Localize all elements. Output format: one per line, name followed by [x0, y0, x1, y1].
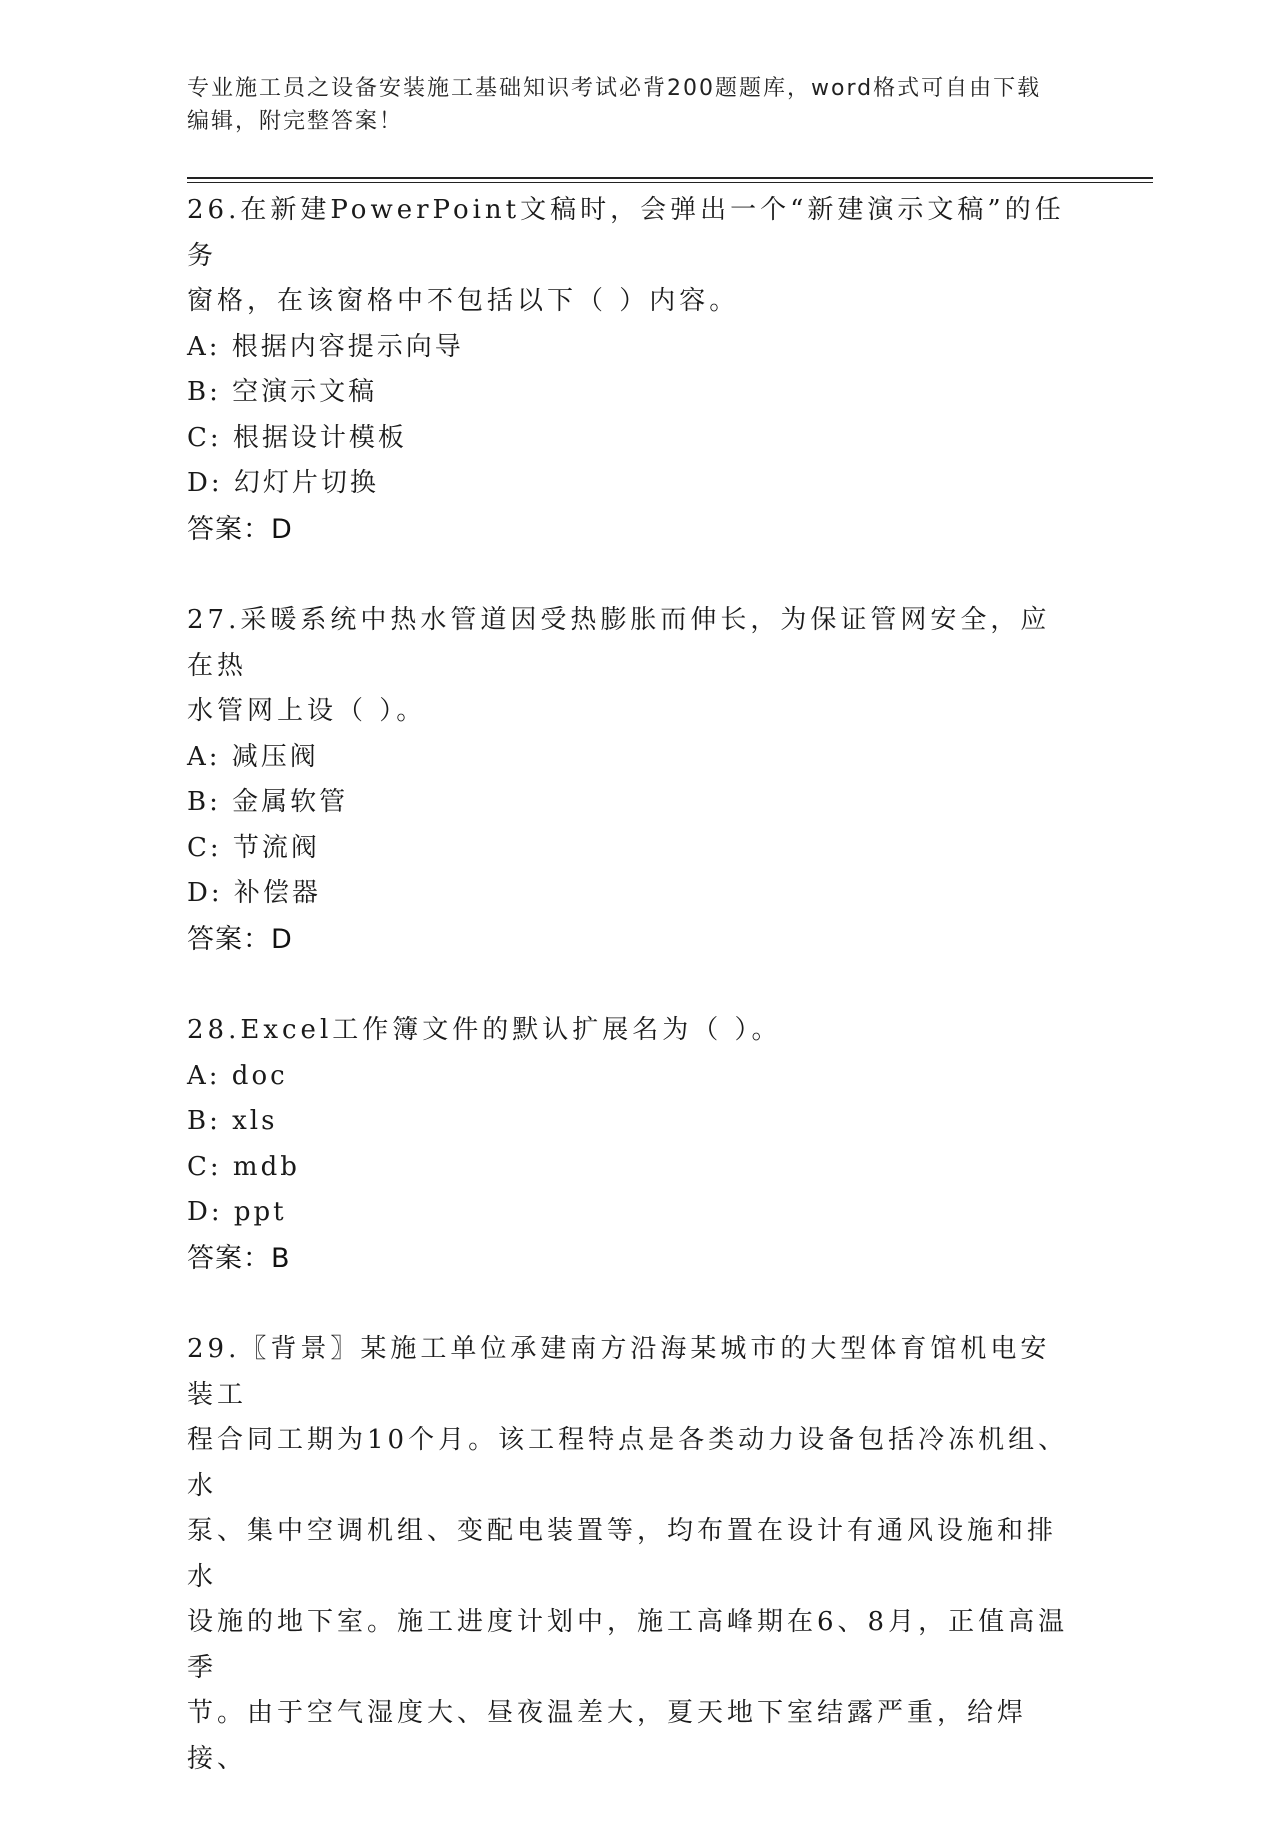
- header-line-1: 专业施工员之设备安装施工基础知识考试必背200题题库，word格式可自由下载: [187, 76, 1042, 101]
- question-text-line: 水管网上设（ ）。: [187, 696, 427, 726]
- option-b: B: 空演示文稿: [187, 377, 378, 407]
- option-c: C: 节流阀: [187, 832, 320, 863]
- question-text-line: 27.采暖系统中热水管道因受热膨胀而伸长，为保证管网安全，应在热: [187, 605, 1051, 681]
- question-text-line: 窗格，在该窗格中不包括以下（ ）内容。: [187, 286, 740, 316]
- answer: 答案：D: [187, 923, 293, 955]
- question-text-line: 程合同工期为10个月。该工程特点是各类动力设备包括冷冻机组、水: [187, 1425, 1069, 1501]
- question-text-line: 26.在新建PowerPoint文稿时，会弹出一个“新建演示文稿”的任务: [187, 195, 1065, 271]
- header-rule-thick: [187, 177, 1153, 179]
- answer: 答案：D: [187, 513, 293, 545]
- option-a: A: 减压阀: [187, 741, 319, 772]
- question-text-line: 节。由于空气湿度大、昼夜温差大，夏天地下室结露严重，给焊接、: [187, 1698, 1028, 1774]
- header-line-2: 编辑，附完整答案！: [187, 109, 404, 134]
- answer: 答案：B: [187, 1242, 291, 1274]
- question-29: [187, 1327, 1077, 1782]
- option-a: A: doc: [187, 1060, 288, 1091]
- question-list: [187, 188, 1077, 1828]
- document-header: [187, 72, 1087, 138]
- question-text-line: 设施的地下室。施工进度计划中，施工高峰期在6、8月，正值高温季: [187, 1607, 1069, 1683]
- option-b: B: 金属软管: [187, 787, 349, 817]
- option-b: B: xls: [187, 1106, 278, 1136]
- option-c: C: mdb: [187, 1151, 300, 1182]
- option-d: D: ppt: [187, 1197, 287, 1227]
- header-rule-thin: [187, 182, 1153, 183]
- option-a: A: 根据内容提示向导: [187, 331, 464, 362]
- question-text-line: 泵、集中空调机组、变配电装置等，均布置在设计有通风设施和排水: [187, 1516, 1058, 1592]
- question-28: [187, 1008, 1077, 1281]
- option-d: D: 幻灯片切换: [187, 468, 379, 498]
- question-text-line: 28.Excel工作簿文件的默认扩展名为（ ）。: [187, 1015, 782, 1045]
- question-26: [187, 188, 1077, 552]
- option-c: C: 根据设计模板: [187, 422, 407, 453]
- question-27: [187, 598, 1077, 962]
- question-text-line: 29.〖背景〗某施工单位承建南方沿海某城市的大型体育馆机电安装工: [187, 1334, 1051, 1410]
- option-d: D: 补偿器: [187, 878, 321, 908]
